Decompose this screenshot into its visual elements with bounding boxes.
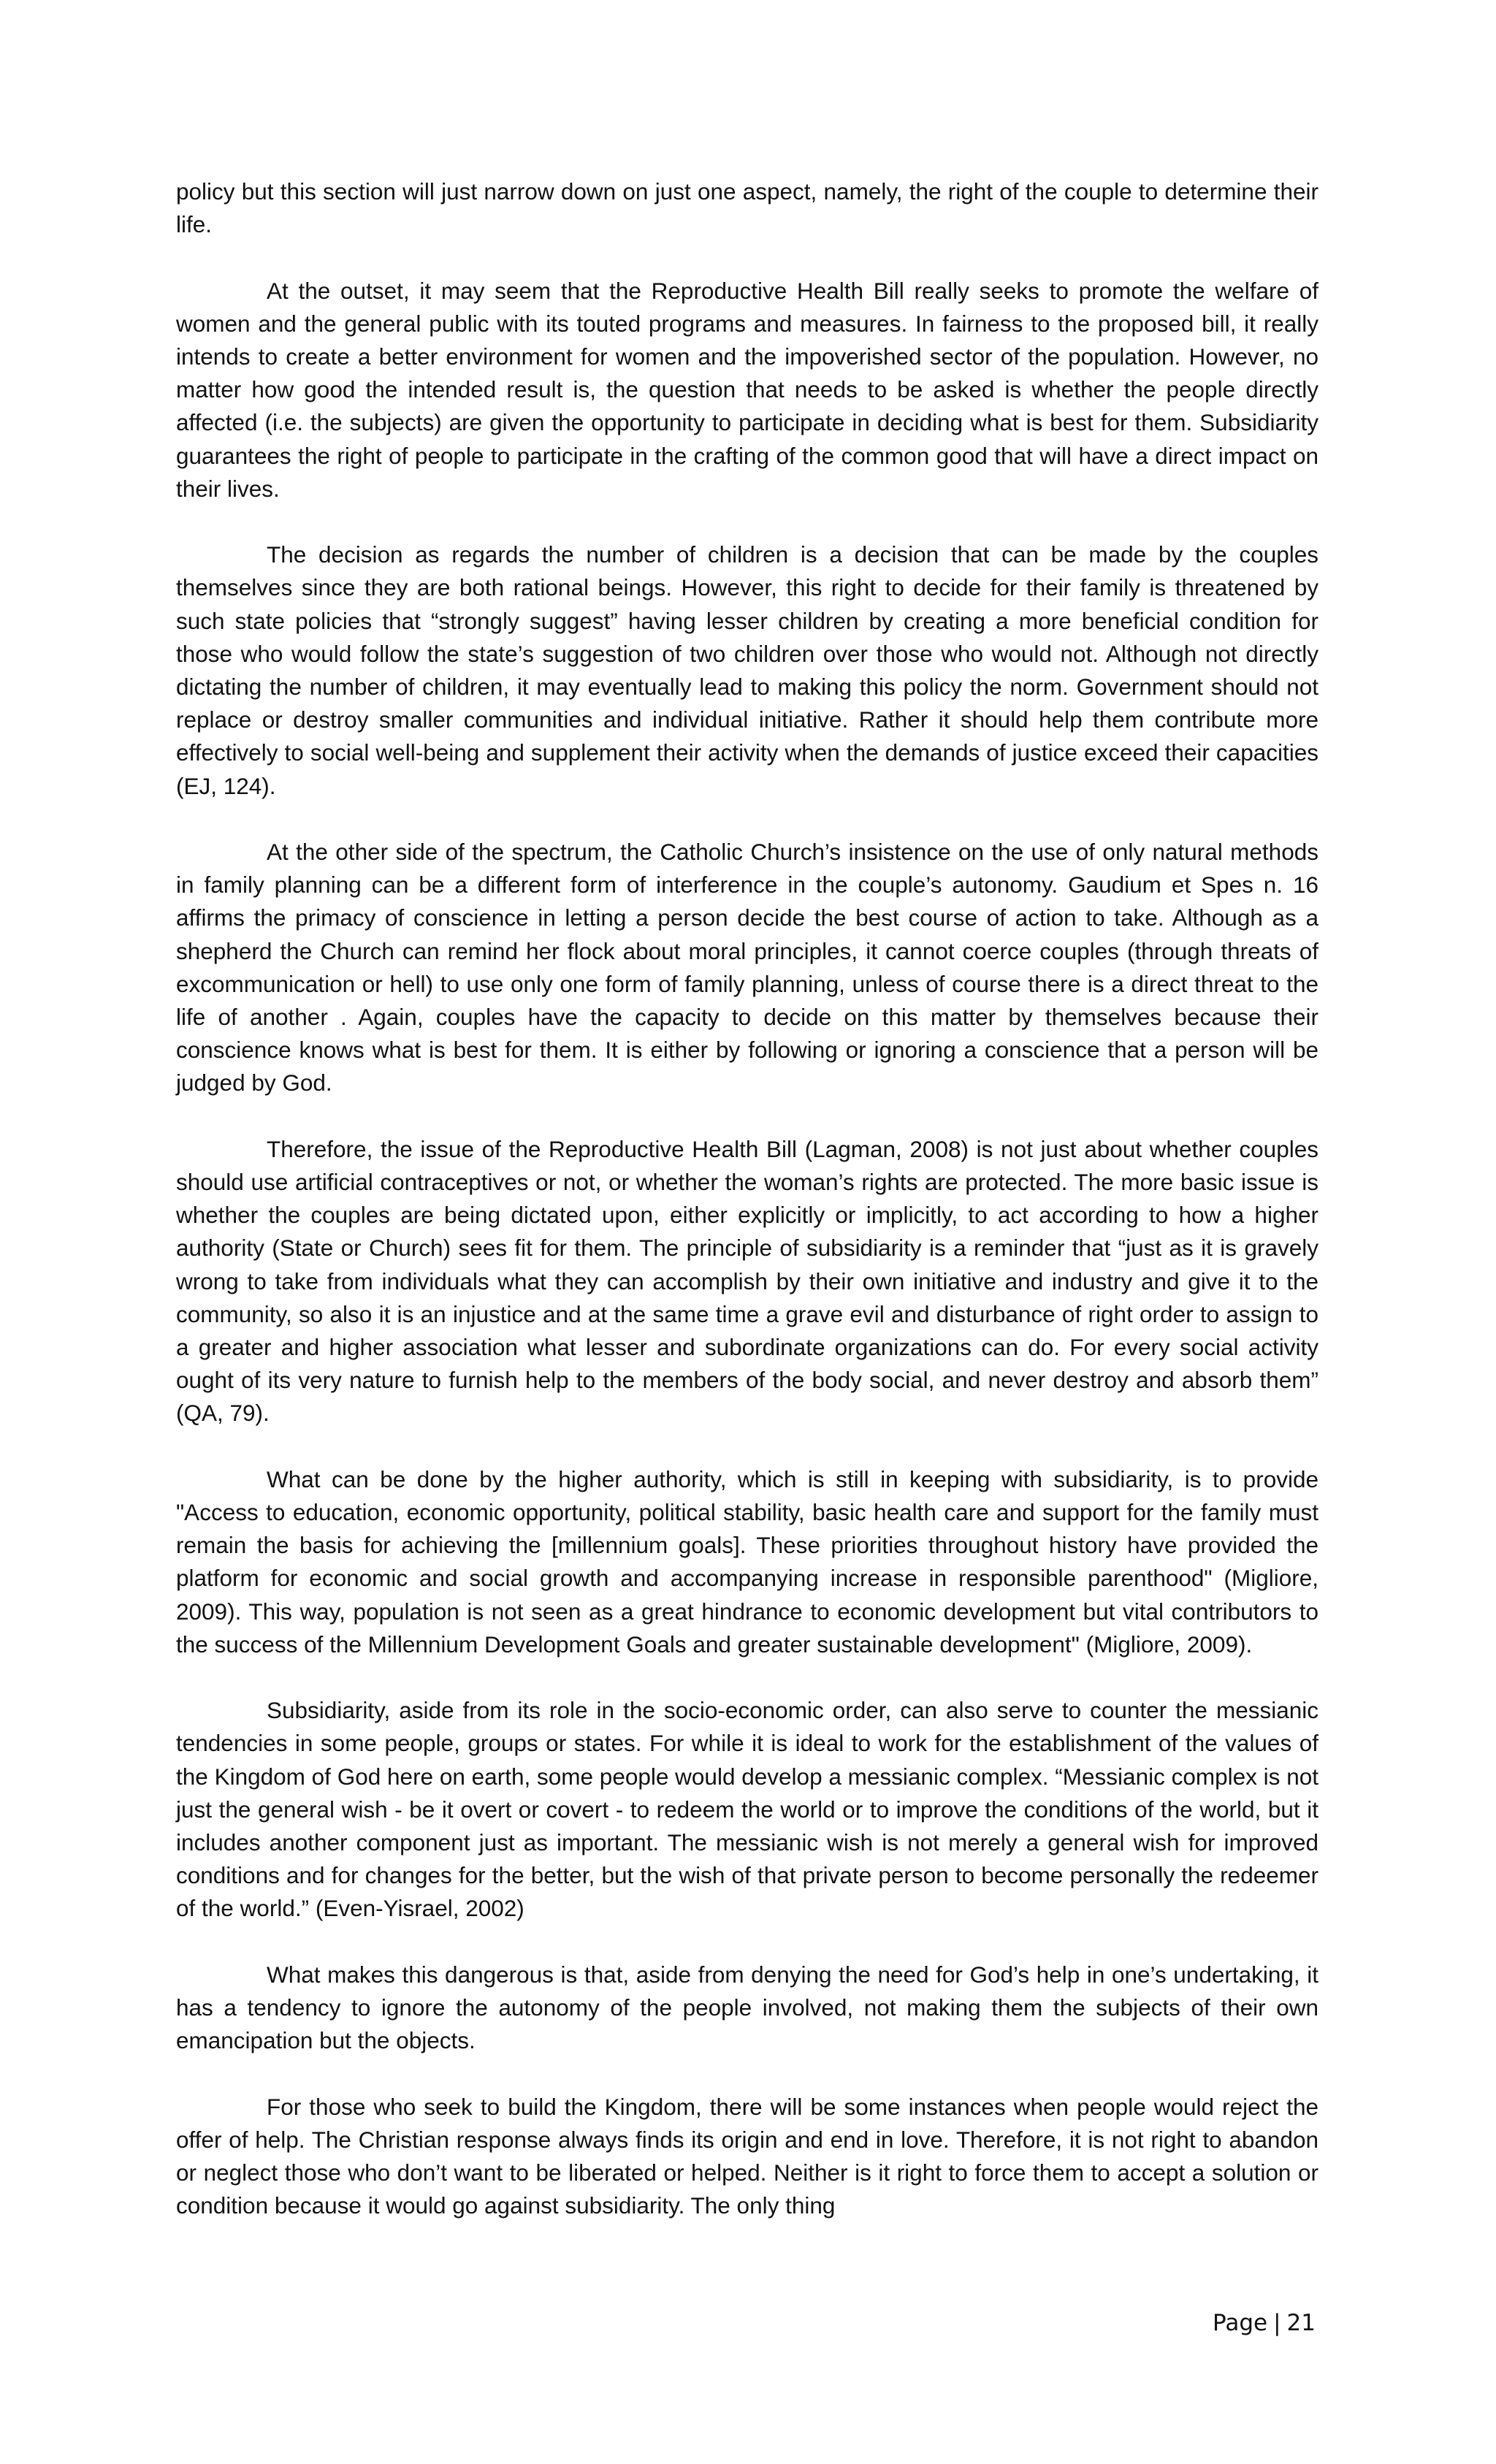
- paragraph-9: For those who seek to build the Kingdom, there will be some instances when people would reject the offer of help. The Christian response always finds its origin and end in love. Therefore, it is not right to abandon or neglect those who don’t want to be liberated or helped. Neither is it right to force them to accept a solution or condition because it would go against subsidiarity. The only thing: [176, 2093, 1318, 2219]
- page-separator: |: [1273, 2310, 1281, 2336]
- paragraph-5: Therefore, the issue of the Reproductive Health Bill (Lagman, 2008) is not just about whether couples should use artificial contraceptives or not, or whether the woman’s rights are protected. The more basic issue is whether the couples are being dictated upon, either explicitly or implicitly, to act according to how a higher authority (State or Church) sees fit for them. The principle of subsidiarity is a reminder that “just as it is gravely wrong to take from individuals what they can accomplish by their own initiative and industry and give it to the community, so also it is an injustice and at the same time a grave evil and disturbance of right order to assign to a greater and higher association what lesser and subordinate organizations can do. For every social activity ought of its very nature to furnish help to the members of the body social, and never destroy and absorb them” (QA, 79).: [176, 1135, 1318, 1427]
- paragraph-2: At the outset, it may seem that the Reproductive Health Bill really seeks to promote the welfare of women and the general public with its touted programs and measures. In fairness to the proposed bill, it really intends to create a better environment for women and the impoverished sector of the population. However, no matter how good the intended result is, the question that needs to be asked is whether the people directly affected (i.e. the subjects) are given the opportunity to participate in deciding what is best for them. Subsidiarity guarantees the right of people to participate in the crafting of the common good that will have a direct impact on their lives.: [176, 277, 1318, 502]
- page-label: Page: [1213, 2310, 1268, 2336]
- page-footer: [1213, 2310, 1316, 2336]
- paragraph-6: What can be done by the higher authority, which is still in keeping with subsidiarity, is to provide "Access to education, economic opportunity, political stability, basic health care and support for the family must remain the basis for achieving the [millennium goals]. These priorities throughout history have provided the platform for economic and social growth and accompanying increase in responsible parenthood" (Migliore, 2009). This way, population is not seen as a great hindrance to economic development but vital contributors to the success of the Millennium Development Goals and greater sustainable development" (Migliore, 2009).: [176, 1465, 1318, 1658]
- paragraph-1: policy but this section will just narrow down on just one aspect, namely, the right of the couple to determine their life.: [176, 178, 1318, 238]
- body-text: [176, 175, 1318, 2256]
- paragraph-8: What makes this dangerous is that, aside from denying the need for God’s help in one’s undertaking, it has a tendency to ignore the autonomy of the people involved, not making them the subjects of their own emancipation but the objects.: [176, 1961, 1318, 2054]
- paragraph-4: At the other side of the spectrum, the Catholic Church’s insistence on the use of only natural methods in family planning can be a different form of interference in the couple’s autonomy. Gaudium et Spes n. 16 affirms the primacy of conscience in letting a person decide the best course of action to take. Although as a shepherd the Church can remind her flock about moral principles, it cannot coerce couples (through threats of excommunication or hell) to use only one form of family planning, unless of course there is a direct threat to the life of another . Again, couples have the capacity to decide on this matter by themselves because their conscience knows what is best for them. It is either by following or ignoring a conscience that a person will be judged by God.: [176, 839, 1318, 1096]
- page-number: 21: [1286, 2310, 1316, 2336]
- paragraph-7: Subsidiarity, aside from its role in the socio-economic order, can also serve to counter the messianic tendencies in some people, groups or states. For while it is ideal to work for the establishment of the values of the Kingdom of God here on earth, some people would develop a messianic complex. “Messianic complex is not just the general wish - be it overt or covert - to redeem the world or to improve the conditions of the world, but it includes another component just as important. The messianic wish is not merely a general wish for improved conditions and for changes for the better, but the wish of that private person to become personally the redeemer of the world.” (Even-Yisrael, 2002): [176, 1697, 1318, 1922]
- paragraph-3: The decision as regards the number of children is a decision that can be made by the couples themselves since they are both rational beings. However, this right to decide for their family is threatened by such state policies that “strongly suggest” having lesser children by creating a more beneficial condition for those who would follow the state’s suggestion of two children over those who would not. Although not directly dictating the number of children, it may eventually lead to making this policy the norm. Government should not replace or destroy smaller communities and individual initiative. Rather it should help them contribute more effectively to social well-being and supplement their activity when the demands of justice exceed their capacities (EJ, 124).: [176, 541, 1318, 799]
